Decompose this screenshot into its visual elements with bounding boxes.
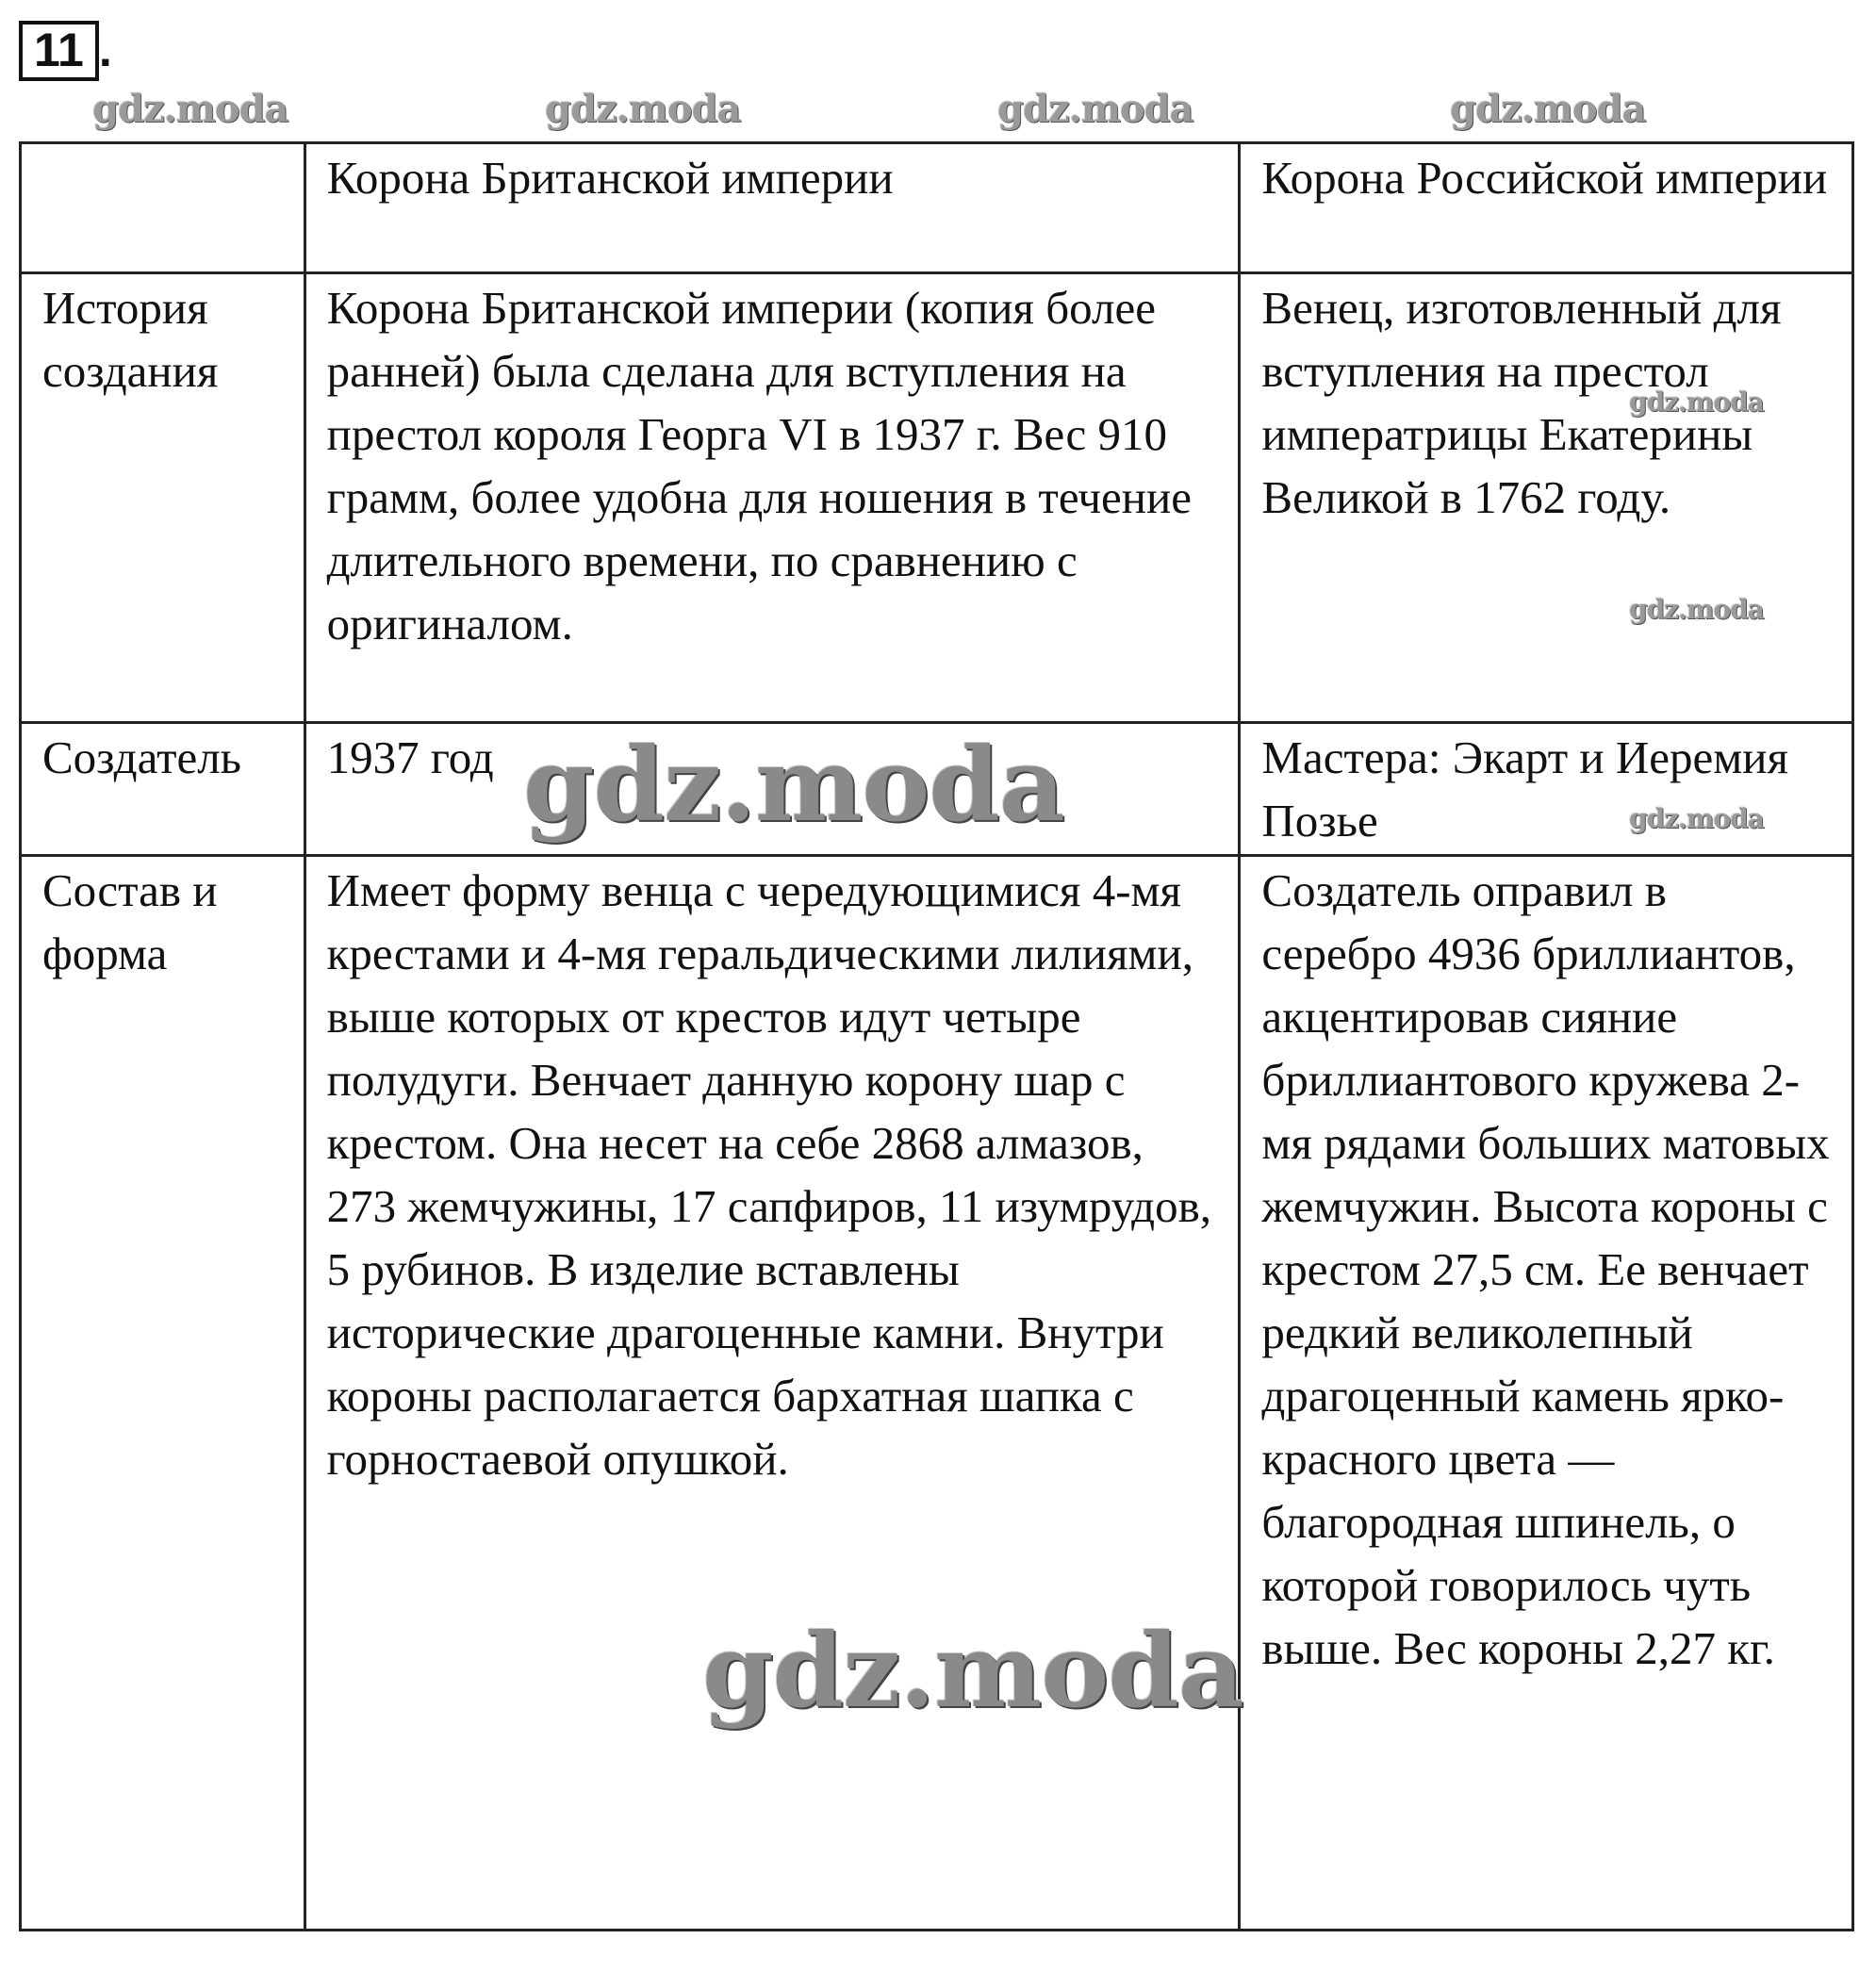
table-row-creator — [21, 723, 1853, 856]
task-number — [19, 21, 112, 81]
watermark-top-2: gdz.moda — [545, 87, 741, 131]
header-british-crown: Корона Британской империи — [304, 143, 1240, 273]
header-russian-crown: Корона Российской империи — [1240, 143, 1853, 273]
row-label-creator: Создатель — [21, 723, 305, 856]
watermark-large-1: gdz.moda — [523, 726, 1064, 845]
row-label-composition: Состав и форма — [21, 856, 305, 1931]
watermark-top-1: gdz.moda — [92, 87, 288, 131]
cell-british-composition: Имеет форму венца с чередующимися 4-мя крестами и 4-мя геральдическими лилиями, выше которых от крестов идут четыре полудуги. Венчает данную корону шар с крестом. Она несет на себе 2868 алмазов, 273 жемчужины, 17 сапфиров, 11 изумрудов, 5 рубинов. В изделие вставлены исторические драгоценные камни. Внутри короны располагается бархатная шапка с горностаевой опушкой. — [304, 856, 1240, 1931]
watermark-large-2: gdz.moda — [702, 1612, 1243, 1731]
table-row-history — [21, 273, 1853, 723]
task-number-dot: . — [98, 24, 112, 76]
cell-british-history: Корона Британской империи (копия более ранней) была сделана для вступления на престол короля Георга VI в 1937 г. Вес 910 грамм, более удобна для ношения в течение длительного времени, по сравнению с оригиналом. — [304, 273, 1240, 723]
cell-russian-history: Венец, изготовленный для вступления на престол императрицы Екатерины Великой в 1762 году. — [1240, 273, 1853, 723]
watermark-top-4: gdz.moda — [1450, 87, 1646, 131]
cell-russian-creator: Мастера: Экарт и Иеремия Позье — [1240, 723, 1853, 856]
task-number-value: 11 — [34, 24, 84, 76]
comparison-table — [19, 141, 1854, 1931]
watermark-cell-1: gdz.moda — [1629, 386, 1764, 418]
cell-british-creator: 1937 год — [304, 723, 1240, 856]
cell-russian-composition: Создатель оправил в серебро 4936 бриллиантов, акцентировав сияние бриллиантового кружева 2-мя рядами больших матовых жемчужин. Высота короны с крестом 27,5 см. Ее венчает редкий великолепный драгоценный камень ярко-красного цвета — благородная шпинель, о которой говорилось чуть выше. Вес короны 2,27 кг. — [1240, 856, 1853, 1931]
table-header-row — [21, 143, 1853, 273]
watermark-cell-2: gdz.moda — [1629, 594, 1764, 625]
watermark-top-3: gdz.moda — [997, 87, 1193, 131]
task-number-box — [19, 21, 99, 81]
watermark-cell-3: gdz.moda — [1629, 803, 1764, 834]
table-row-composition — [21, 856, 1853, 1931]
header-empty-cell — [21, 143, 305, 273]
row-label-history: История создания — [21, 273, 305, 723]
